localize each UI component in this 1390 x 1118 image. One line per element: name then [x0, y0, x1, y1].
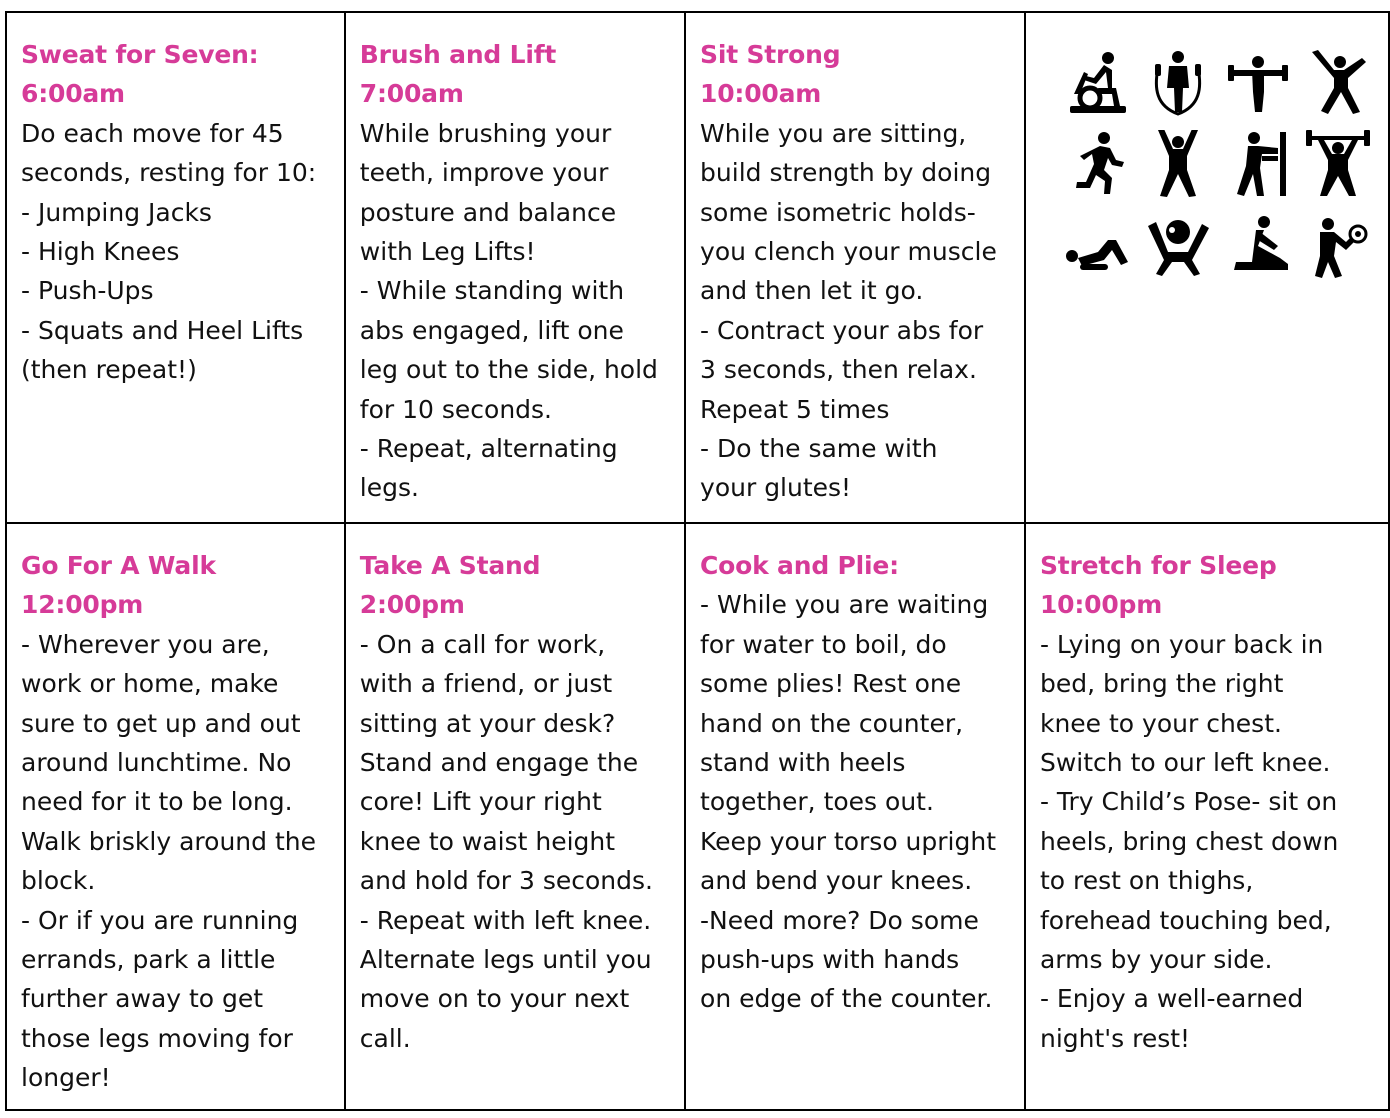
cell-text-line: further away to get: [21, 984, 264, 1014]
cell-text-line: - Wherever you are,: [21, 629, 270, 659]
cell-cook-and-plie: [685, 523, 1025, 1110]
dumbbell-curl-icon: [1298, 205, 1378, 287]
cell-text-line: some plies! Rest one: [700, 669, 962, 699]
cell-text-line: need for it to be long.: [21, 787, 293, 817]
cell-text-line: (then repeat!): [21, 355, 197, 385]
wall-push-icon: [1218, 123, 1298, 205]
cell-text-line: with a friend, or just: [359, 669, 613, 699]
cell-text-line: knee to your chest.: [1039, 708, 1282, 738]
cell-text-line: - Repeat with left knee.: [359, 905, 652, 935]
cell-text-line: posture and balance: [359, 197, 617, 227]
cell-brush-and-lift: [345, 12, 685, 523]
cell-text-line: work or home, make: [21, 669, 279, 699]
cell-text-line: night's rest!: [1039, 1023, 1191, 1053]
ball-crunch-icon: [1138, 205, 1218, 287]
jump-rope-icon: [1138, 41, 1218, 123]
cell-text-line: your glutes!: [700, 473, 852, 503]
cell-time: 12:00pm: [21, 590, 144, 620]
stretching-icon: [1218, 205, 1298, 287]
cell-text-line: 3 seconds, then relax.: [700, 355, 977, 385]
cell-text-line: Keep your torso upright: [700, 826, 997, 856]
exercise-bike-icon: [1058, 41, 1138, 123]
cell-text-line: build strength by doing: [700, 158, 992, 188]
cell-text-line: knee to waist height: [359, 826, 616, 856]
cell-text-line: some isometric holds-: [700, 197, 976, 227]
cell-text-line: - Do the same with: [700, 434, 938, 464]
cell-text-line: sitting at your desk?: [359, 708, 616, 738]
cell-text-line: block.: [21, 866, 96, 896]
cell-time: 2:00pm: [359, 590, 465, 620]
cell-text-line: sure to get up and out: [21, 708, 301, 738]
cell-text-line: leg out to the side, hold: [359, 355, 658, 385]
cell-sweat-for-seven: [6, 12, 345, 523]
cell-time: 7:00am: [359, 79, 464, 109]
cell-text-line: core! Lift your right: [359, 787, 602, 817]
cell-title: Stretch for Sleep: [1039, 551, 1277, 580]
cell-text-line: -Need more? Do some: [700, 905, 979, 935]
cell-title: Cook and Plie:: [700, 551, 899, 580]
cell-title: Brush and Lift: [359, 40, 557, 69]
cell-text-line: While you are sitting,: [700, 118, 967, 148]
cell-text-line: errands, park a little: [21, 945, 276, 975]
cell-time: 6:00am: [21, 79, 125, 109]
cell-text-line: abs engaged, lift one: [359, 315, 624, 345]
cell-title: Sit Strong: [700, 40, 841, 69]
cell-text-line: - On a call for work,: [359, 629, 606, 659]
cell-text-line: - Jumping Jacks: [21, 197, 212, 227]
cell-text-line: arms by your side.: [1039, 945, 1273, 975]
cell-text-line: Alternate legs until you: [359, 945, 652, 975]
cell-text-line: around lunchtime. No: [21, 748, 292, 778]
cell-text-line: to rest on thighs,: [1039, 866, 1254, 896]
schedule-row-top: [6, 12, 1389, 523]
weightlifter-icon: [1298, 123, 1378, 205]
cell-text-line: with Leg Lifts!: [359, 237, 536, 267]
cell-text-line: - Push-Ups: [21, 276, 154, 306]
cell-text-line: - High Knees: [21, 237, 180, 267]
cell-time: 10:00am: [700, 79, 822, 109]
cell-text-line: - While standing with: [359, 276, 625, 306]
cell-text-line: Stand and engage the: [359, 748, 639, 778]
cell-text-line: - Try Child’s Pose- sit on: [1039, 787, 1338, 817]
cell-text-line: - Repeat, alternating: [359, 434, 618, 464]
cell-text-line: - Or if you are running: [21, 905, 299, 935]
cell-text-line: - Squats and Heel Lifts: [21, 315, 304, 345]
cell-text-line: Repeat 5 times: [700, 394, 890, 424]
cell-title: Sweat for Seven:: [21, 40, 259, 69]
jumping-jack-icon: [1138, 123, 1218, 205]
cell-text-line: and then let it go.: [700, 276, 924, 306]
cell-exercise-icons: [1025, 12, 1389, 523]
cell-title: Go For A Walk: [21, 551, 216, 580]
cell-stretch-for-sleep: [1025, 523, 1389, 1110]
sit-up-icon: [1058, 205, 1138, 287]
cell-text-line: - Lying on your back in: [1039, 629, 1324, 659]
cell-title: Take A Stand: [359, 551, 541, 580]
exercise-schedule-table: [5, 11, 1390, 1111]
cell-text-line: move on to your next: [359, 984, 630, 1014]
cell-text-line: - Enjoy a well-earned: [1039, 984, 1304, 1014]
cell-text-line: on edge of the counter.: [700, 984, 993, 1014]
cell-text-line: bed, bring the right: [1039, 669, 1284, 699]
cell-text-line: Switch to our left knee.: [1039, 748, 1331, 778]
cell-text-line: Do each move for 45: [21, 118, 284, 148]
cell-sit-strong: [685, 12, 1025, 523]
cell-text-line: forehead touching bed,: [1039, 905, 1332, 935]
cell-text-line: you clench your muscle: [700, 237, 997, 267]
cell-text-line: those legs moving for: [21, 1023, 293, 1053]
running-person-icon: [1058, 123, 1138, 205]
cell-text-line: call.: [359, 1023, 411, 1053]
cell-text-line: and hold for 3 seconds.: [359, 866, 653, 896]
arm-raise-icon: [1218, 41, 1298, 123]
cell-text-line: legs.: [359, 473, 419, 503]
cell-time: 10:00pm: [1039, 590, 1163, 620]
cell-text-line: together, toes out.: [700, 787, 934, 817]
cell-text-line: for 10 seconds.: [359, 394, 553, 424]
cell-text-line: seconds, resting for 10:: [21, 158, 317, 188]
jumping-person-icon: [1298, 41, 1378, 123]
cell-text-line: - While you are waiting: [700, 590, 989, 620]
cell-text-line: hand on the counter,: [700, 708, 964, 738]
cell-text-line: stand with heels: [700, 748, 906, 778]
cell-text-line: for water to boil, do: [700, 629, 947, 659]
cell-take-a-stand: [345, 523, 685, 1110]
cell-text-line: - Contract your abs for: [700, 315, 984, 345]
cell-text-line: longer!: [21, 1063, 111, 1093]
exercise-icon-grid: [1058, 41, 1378, 287]
cell-go-for-a-walk: [6, 523, 345, 1110]
cell-text-line: push-ups with hands: [700, 945, 960, 975]
cell-text-line: While brushing your: [359, 118, 612, 148]
schedule-row-bottom: [6, 523, 1389, 1110]
cell-text-line: heels, bring chest down: [1039, 826, 1339, 856]
cell-text-line: teeth, improve your: [359, 158, 609, 188]
cell-text-line: and bend your knees.: [700, 866, 973, 896]
cell-text-line: Walk briskly around the: [21, 826, 316, 856]
